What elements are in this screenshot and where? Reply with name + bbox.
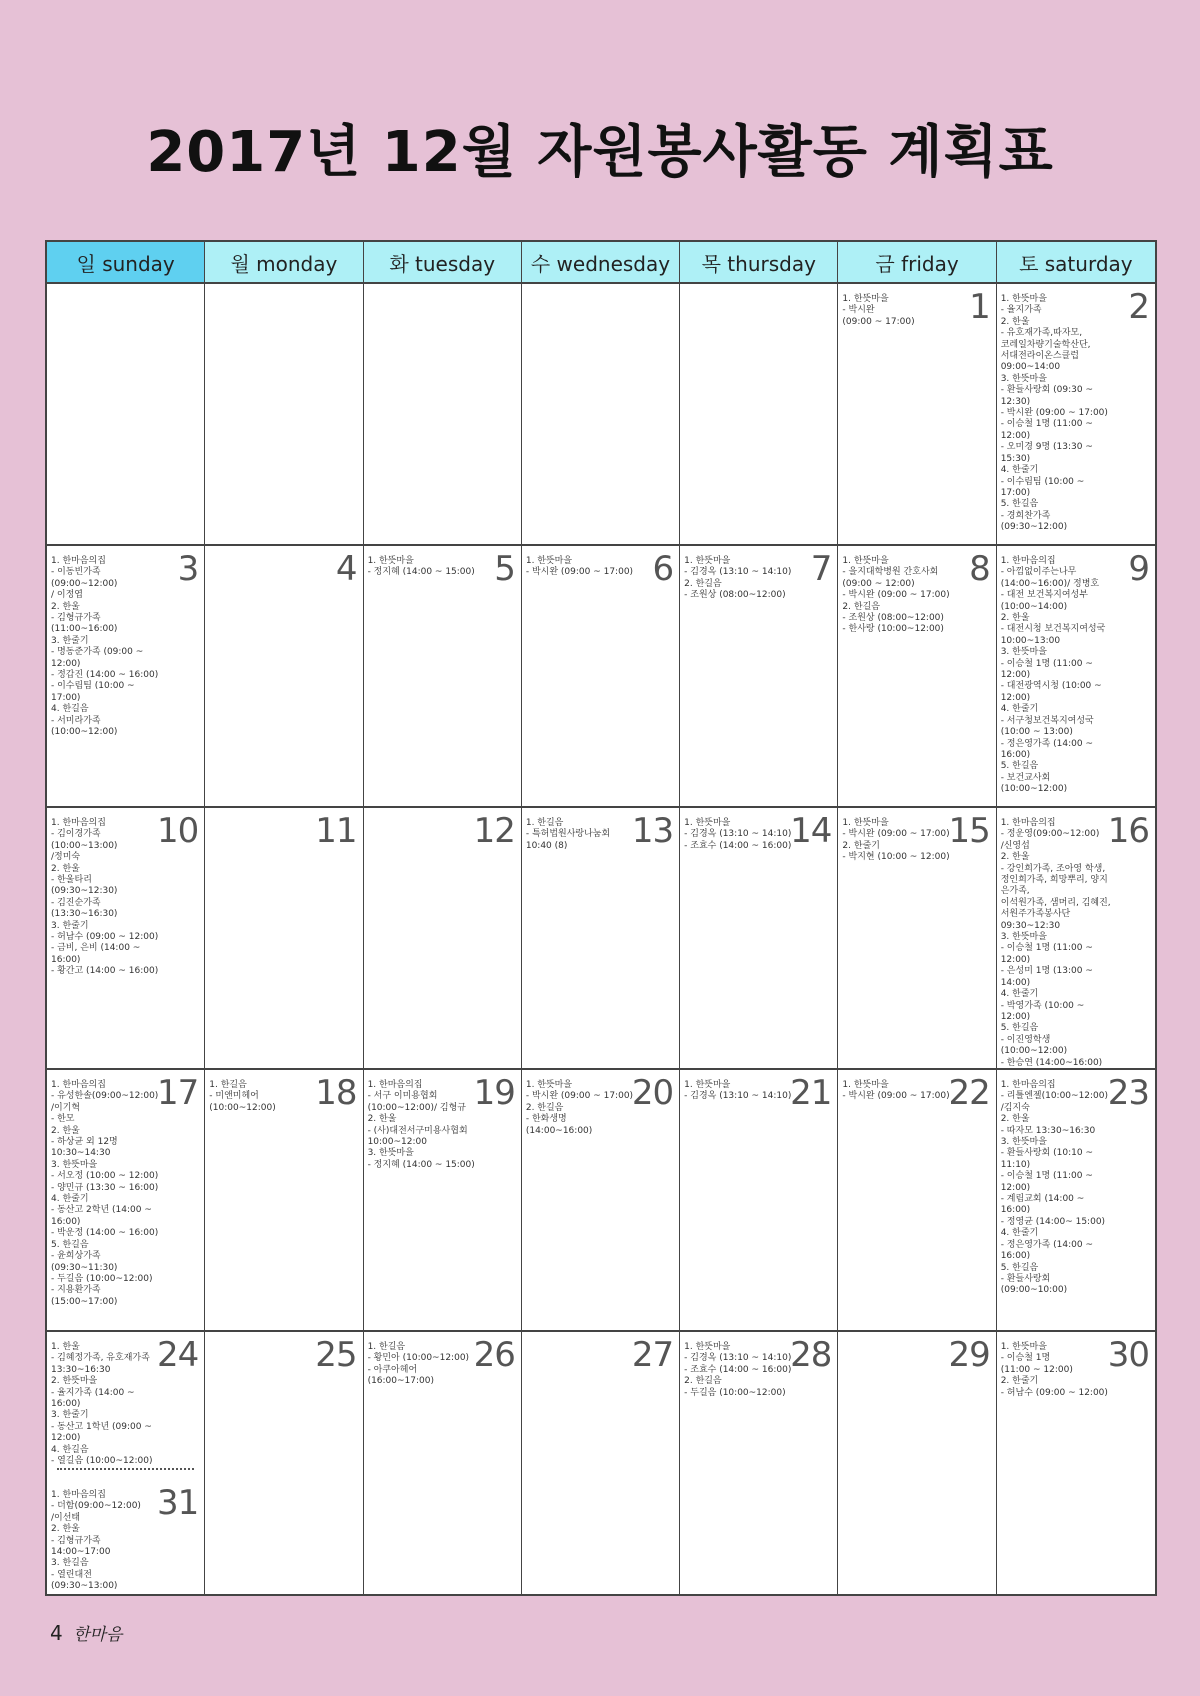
calendar-cell-day-12 — [364, 808, 522, 1070]
day-number: 4 — [335, 549, 357, 589]
day-number: 17 — [157, 1073, 199, 1113]
day-events: 1. 한마음의집 - 정운영(09:00~12:00) /신영섭 2. 한울 - 강인희가족, 조아영 학생, 정인희가족, 희망뿌리, 양지은가족, 이석원가족, 샘머리, 김혜진, 서원주가족봉사단 09:30~12:30 3. 한뜻마을 - 이승철 1명 (11:00 ~ 12:00) - 은성미 1명 (13:00 ~ 14:00) 4. 한줄기 - 박영가족 (10:00 ~ 12:00) 5. 한길음 - 이진영학생 (10:00~12:00) - 한승연 (14:00~16:00) — [1000, 818, 1111, 1068]
calendar-cell-day-24-31 — [47, 1332, 205, 1594]
day-number: 19 — [473, 1073, 515, 1113]
calendar-cell-empty — [205, 284, 363, 546]
day-number: 13 — [631, 811, 674, 851]
weekday-sunday: 일 sunday — [47, 242, 205, 282]
calendar-cell-day-16 — [997, 808, 1155, 1070]
calendar-cell-day-10 — [47, 808, 205, 1070]
day-events: 1. 한마음의집 - 유성한솔(09:00~12:00) /이기혁 - 한모 2. 한울 - 하상균 외 12명 10:30~14:30 3. 한뜻마을 - 서오정 (10:00 ~ 12:00) - 양민규 (13:30 ~ 16:00) 4. 한줄기 - 동산고 2학년 (14:00 ~ 16:00) - 박운정 (14:00 ~ 16:00) 5. 한길음 - 윤희상가족 (09:30~11:30) - 두길음 (10:00~12:00) - 지용환가족 (15:00~17:00) — [51, 1080, 159, 1307]
calendar-grid — [47, 284, 1155, 1594]
day-events: 1. 한마음의집 - 아낌없이주는나무 (14:00~16:00)/ 정병호 - 대전 보건복지여성부 (10:00~14:00) 2. 한울 - 대전시청 보건복지여성국 10:00~13:00 3. 한뜻마을 - 이승철 1명 (11:00 ~ 12:00) - 대전광역시청 (10:00 ~ 12:00) 4. 한줄기 - 서구청보건복지여성국 (10:00 ~ 13:00) - 정은영가족 (14:00 ~ 16:00) 5. 한길음 - 보건교사회 (10:00~12:00) — [1000, 556, 1106, 795]
day-events: 1. 한뜻마을 - 박시완 (09:00 ~ 17:00) 2. 한길음 - 한화생명 (14:00~16:00) — [525, 1080, 634, 1136]
day-events: 1. 한뜻마을 - 정지혜 (14:00 ~ 15:00) — [367, 556, 475, 578]
day-number: 16 — [1107, 811, 1149, 851]
day-number: 24 — [157, 1335, 199, 1375]
page-number: 4 — [50, 1621, 63, 1645]
calendar-cell-day-13 — [522, 808, 680, 1070]
calendar-cell-day-3 — [47, 546, 205, 808]
day-events: 1. 한길음 - 황민아 (10:00~12:00) - 아쿠아헤어 (16:00~17:00) — [367, 1342, 470, 1387]
day-number: 3 — [177, 549, 199, 589]
day-events: 1. 한마음의집 - 이동빈가족(09:00~12:00) / 이정엽 2. 한울 - 김형규가족 (11:00~16:00) 3. 한줄기 - 명동준가족 (09:00 ~ 12:00) - 정갑진 (14:00 ~ 16:00) - 이수림팀 (10:00 ~ 17:00) 4. 한길음 - 서미라가족 (10:00~12:00) — [51, 556, 159, 738]
calendar-cell-day-14 — [680, 808, 838, 1070]
day-number: 21 — [790, 1073, 832, 1113]
calendar-cell-day-30 — [997, 1332, 1155, 1594]
calendar-cell-day-5 — [364, 546, 522, 808]
day-events: 1. 한길음 - 미앤미헤어 (10:00~12:00) — [209, 1080, 276, 1113]
day-number: 8 — [969, 549, 990, 589]
day-number: 12 — [473, 811, 515, 851]
calendar-cell-day-17 — [47, 1070, 205, 1332]
day-number: 27 — [631, 1335, 674, 1375]
brand-logo-text: 한마음 — [73, 1625, 123, 1645]
day-events: 1. 한마음의집 - 더함(09:00~12:00) /이선태 2. 한울 - 김형규가족 14:00~17:00 3. 한길음 - 열린대전 (09:30~13:00) — [51, 1490, 141, 1592]
day-events: 1. 한뜻마을 - 박시완 (09:00 ~ 17:00) — [842, 294, 915, 327]
weekday-monday: 월 monday — [205, 242, 363, 282]
calendar-cell-empty — [522, 284, 680, 546]
day-events: 1. 한뜻마을 - 율지가족 2. 한울 - 유호재가족,따자모, 코레일차량기술학산단, 서대전라이온스클럽 09:00~14:00 3. 한뜻마을 - 환들사랑회 (09:30 ~ 12:30) - 박시완 (09:00 ~ 17:00) - 이승철 1명 (11:00 ~ 12:00) - 오미경 9명 (13:30 ~ 15:30) 4. 한줄기 - 이수림팀 (10:00 ~ 17:00) 5. 한길음 - 경희찬가족 (09:30~12:00) — [1000, 294, 1108, 533]
day-events: 1. 한울 - 김혜정가족, 유호재가족 13:30~16:30 2. 한뜻마을 - 율지가족 (14:00 ~ 16:00) 3. 한줄기 - 동산고 1학년 (09:00 ~ 12:00) 4. 한길음 - 열길음 (10:00~12:00) — [51, 1342, 153, 1467]
calendar-cell-day-6 — [522, 546, 680, 808]
weekday-friday: 금 friday — [838, 242, 996, 282]
calendar-cell-empty — [364, 284, 522, 546]
day-events: 1. 한뜻마을 - 박시완 (09:00 ~ 17:00) — [842, 1080, 950, 1102]
day-number: 28 — [790, 1335, 832, 1375]
calendar-cell-day-7 — [680, 546, 838, 808]
calendar-cell-day-22 — [838, 1070, 996, 1332]
day-number: 14 — [790, 811, 832, 851]
calendar-cell-day-21 — [680, 1070, 838, 1332]
day-events: 1. 한뜻마을 - 이승철 1명 (11:00 ~ 12:00) 2. 한줄기 - 허남수 (09:00 ~ 12:00) — [1000, 1342, 1108, 1398]
day-events: 1. 한뜻마을 - 을지대학병원 간호사회 (09:00 ~ 12:00) - 박시완 (09:00 ~ 17:00) 2. 한길음 - 조원상 (08:00~12:00) - 한사랑 (10:00~12:00) — [842, 556, 950, 635]
calendar-cell-day-29 — [838, 1332, 996, 1594]
calendar-cell-day-19 — [364, 1070, 522, 1332]
day-number: 11 — [315, 811, 357, 851]
calendar-cell-day-25 — [205, 1332, 363, 1594]
calendar-cell-day-2 — [997, 284, 1155, 546]
day-number: 23 — [1107, 1073, 1149, 1113]
day-events: 1. 한뜻마을 - 김경옥 (13:10 ~ 14:10) — [684, 1080, 792, 1102]
calendar-cell-day-26 — [364, 1332, 522, 1594]
calendar-cell-day-23 — [997, 1070, 1155, 1332]
day-number: 2 — [1128, 287, 1149, 327]
day-events: 1. 한뜻마을 - 박시완 (09:00 ~ 17:00) — [525, 556, 634, 578]
weekday-saturday: 토 saturday — [997, 242, 1155, 282]
calendar — [45, 240, 1157, 1596]
day-number: 7 — [810, 549, 832, 589]
page-footer — [50, 1620, 122, 1645]
calendar-cell-empty — [47, 284, 205, 546]
day-number: 18 — [315, 1073, 357, 1113]
calendar-cell-day-15 — [838, 808, 996, 1070]
calendar-cell-day-11 — [205, 808, 363, 1070]
calendar-cell-day-28 — [680, 1332, 838, 1594]
dotted-divider — [57, 1468, 194, 1470]
calendar-cell-day-9 — [997, 546, 1155, 808]
day-number: 6 — [652, 549, 674, 589]
calendar-cell-day-4 — [205, 546, 363, 808]
weekday-header — [47, 242, 1155, 284]
day-number: 29 — [948, 1335, 990, 1375]
day-events: 1. 한길음 - 특허법원사랑나눔회 10:40 (8) — [525, 818, 611, 851]
weekday-wednesday: 수 wednesday — [522, 242, 680, 282]
calendar-cell-empty — [680, 284, 838, 546]
day-number: 5 — [494, 549, 515, 589]
day-number: 9 — [1128, 549, 1149, 589]
day-events: 1. 한뜻마을 - 박시완 (09:00 ~ 17:00) 2. 한줄기 - 박지현 (10:00 ~ 12:00) — [842, 818, 950, 863]
calendar-cell-day-18 — [205, 1070, 363, 1332]
day-events: 1. 한뜻마을 - 김경옥 (13:10 ~ 14:10) - 조효수 (14:00 ~ 16:00) — [684, 818, 792, 851]
day-events: 1. 한마음의집 - 리틀엔젤(10:00~12:00) /김지숙 2. 한울 - 따자모 13:30~16:30 3. 한뜻마을 - 환들사랑회 (10:10 ~ 11:10) - 이승철 1명 (11:00 ~ 12:00) - 계림교회 (14:00 ~ 16:00) - 정영균 (14:00~ 15:00) 4. 한줄기 - 정은영가족 (14:00 ~ 16:00) 5. 한길음 - 환들사랑회 (09:00~10:00) — [1000, 1080, 1109, 1296]
day-events: 1. 한마음의집 - 서구 이미용협회 (10:00~12:00)/ 김형규 2. 한울 - (사)대전서구미용사협회 10:00~12:00 3. 한뜻마을 - 정지혜 (14:00 ~ 15:00) — [367, 1080, 475, 1170]
day-number: 31 — [157, 1483, 199, 1523]
calendar-cell-day-1 — [838, 284, 996, 546]
page-title: 2017년 12월 자원봉사활동 계획표 — [146, 120, 1054, 185]
day-number: 22 — [948, 1073, 990, 1113]
day-number: 25 — [315, 1335, 357, 1375]
day-number: 1 — [969, 287, 990, 327]
day-events: 1. 한뜻마을 - 김경옥 (13:10 ~ 14:10) 2. 한길음 - 조원상 (08:00~12:00) — [684, 556, 792, 601]
weekday-thursday: 목 thursday — [680, 242, 838, 282]
day-events: 1. 한뜻마을 - 김경옥 (13:10 ~ 14:10) - 조효수 (14:00 ~ 16:00) 2. 한길음 - 두길음 (10:00~12:00) — [684, 1342, 792, 1398]
weekday-tuesday: 화 tuesday — [364, 242, 522, 282]
day-number: 30 — [1107, 1335, 1149, 1375]
day-number: 20 — [631, 1073, 674, 1113]
calendar-cell-day-27 — [522, 1332, 680, 1594]
calendar-cell-day-20 — [522, 1070, 680, 1332]
day-number: 15 — [948, 811, 990, 851]
day-number: 10 — [157, 811, 199, 851]
calendar-cell-day-8 — [838, 546, 996, 808]
day-number: 26 — [473, 1335, 515, 1375]
day-events: 1. 한마음의집 - 김이경가족(10:00~13:00) /정미숙 2. 한울 - 한울타리 (09:30~12:30) - 김진순가족 (13:30~16:30) 3. 한줄기 - 허남수 (09:00 ~ 12:00) - 금비, 은비 (14:00 ~ 16:00) - 황간고 (14:00 ~ 16:00) — [51, 818, 159, 977]
